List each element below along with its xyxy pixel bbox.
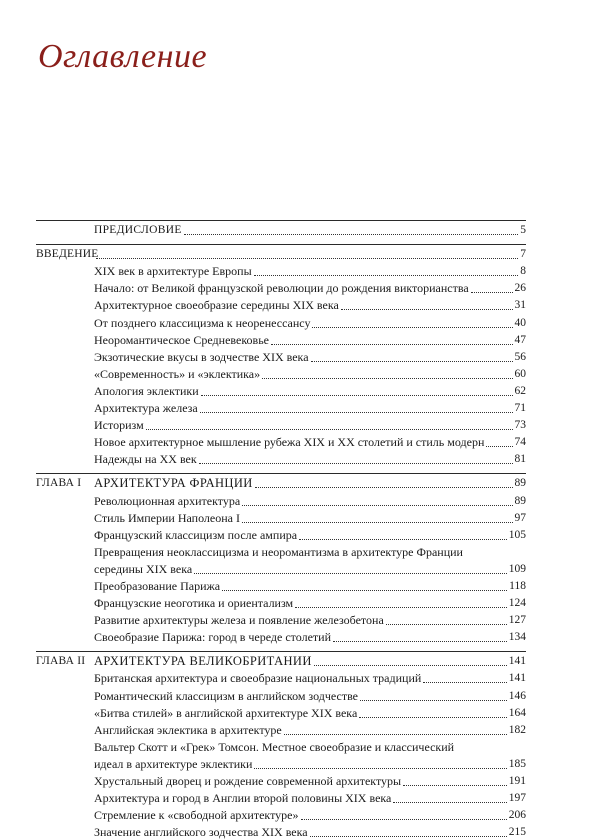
page-number: 105	[508, 528, 526, 541]
page-number: 40	[514, 316, 526, 329]
toc-entry[interactable]	[36, 652, 526, 669]
dot-leader	[255, 487, 513, 488]
page-number: 26	[514, 282, 526, 295]
page-number: 8	[520, 265, 526, 278]
toc-entry[interactable]	[36, 279, 526, 296]
entry-title: Стремление к «свободной архитектуре»	[94, 808, 299, 823]
toc-entry[interactable]	[36, 806, 526, 823]
entry-title: Надежды на XX век	[94, 452, 197, 467]
dot-leader	[194, 573, 507, 574]
entry-title: Преобразование Парижа	[94, 578, 221, 593]
entry-title: АРХИТЕКТУРА ФРАНЦИИ	[94, 476, 253, 491]
dot-leader	[295, 607, 507, 608]
table-of-contents	[36, 220, 526, 840]
toc-entry[interactable]	[36, 433, 526, 450]
toc-entry[interactable]	[36, 721, 526, 738]
entry-title: Новое архитектурное мышление рубежа XIX и XX столетий и стиль модерн	[94, 435, 485, 450]
entry-title: Апология эклектики	[94, 383, 199, 398]
page-number: 206	[508, 809, 526, 822]
page-number: 197	[508, 792, 526, 805]
toc-entry[interactable]	[36, 491, 526, 508]
entry-title: Английская эклектика в архитектуре	[94, 722, 282, 737]
page-number: 47	[514, 333, 526, 346]
dot-leader	[314, 665, 507, 666]
toc-entry[interactable]	[36, 245, 526, 262]
entry-title: Романтический классицизм в английском зодчестве	[94, 688, 359, 703]
entry-title: Значение английского зодчества XIX века	[94, 825, 308, 840]
chapter-label: ГЛАВА I	[36, 477, 82, 490]
entry-title: Архитектура и город в Англии второй половины XIX века	[94, 791, 392, 806]
entry-title: Французские неоготика и ориентализм	[94, 596, 294, 611]
toc-entry[interactable]	[36, 543, 526, 560]
toc-entry[interactable]	[36, 560, 526, 577]
dot-leader	[242, 505, 512, 506]
chapter-label: ВВЕДЕНИЕ	[36, 248, 99, 261]
entry-title: Своеобразие Парижа: город в череде столетий	[94, 630, 332, 645]
page-number: 89	[514, 494, 526, 507]
toc-entry[interactable]	[36, 262, 526, 279]
page-number: 71	[514, 402, 526, 415]
dot-leader	[200, 412, 513, 413]
page-number: 81	[514, 453, 526, 466]
entry-title: Хрустальный дворец и рождение современной архитектуры	[94, 774, 402, 788]
toc-entry[interactable]	[36, 509, 526, 526]
page-number: 185	[508, 757, 526, 770]
toc-entry[interactable]	[36, 628, 526, 645]
entry-title: Экзотические вкусы в зодчестве XIX века	[94, 349, 309, 364]
page-number: 56	[514, 350, 526, 363]
toc-entry[interactable]	[36, 399, 526, 416]
entry-title: Начало: от Великой французской революции до рождения викторианства	[94, 281, 469, 296]
toc-entry[interactable]	[36, 789, 526, 806]
toc-section	[36, 220, 526, 238]
toc-section	[36, 244, 526, 467]
page-number: 164	[508, 706, 526, 719]
toc-entry[interactable]	[36, 348, 526, 365]
entry-title: От позднего классицизма к неоренессансу	[94, 315, 311, 330]
entry-title: Британская архитектура и своеобразие национальных традиций	[94, 671, 422, 686]
dot-leader	[222, 590, 507, 591]
entry-title: АРХИТЕКТУРА ВЕЛИКОБРИТАНИИ	[94, 654, 312, 669]
toc-entry[interactable]	[36, 594, 526, 611]
dot-leader	[301, 819, 507, 820]
dot-leader	[299, 539, 507, 540]
page-number: 62	[514, 384, 526, 397]
entry-title: идеал в архитектуре эклектики	[94, 756, 253, 771]
page-number: 7	[520, 248, 526, 261]
toc-section	[36, 651, 526, 840]
entry-title: Вальтер Скотт и «Грек» Томсон. Местное своеобразие и классический	[94, 739, 455, 754]
dot-leader	[201, 395, 513, 396]
toc-entry[interactable]	[36, 577, 526, 594]
dot-leader	[146, 429, 513, 430]
page-number: 118	[509, 579, 526, 592]
entry-title: Развитие архитектуры железа и появление железобетона	[94, 613, 384, 628]
dot-leader	[386, 624, 507, 625]
page-number: 124	[508, 597, 526, 610]
toc-entry[interactable]	[36, 416, 526, 433]
page-number: 134	[508, 631, 526, 644]
toc-entry[interactable]	[36, 738, 526, 755]
dot-leader	[403, 785, 507, 786]
entry-title: Стиль Империи Наполеона I	[94, 510, 240, 525]
dot-leader	[254, 275, 519, 276]
toc-entry[interactable]	[36, 382, 526, 399]
entry-title: Архитектурное своеобразие середины XIX века	[94, 298, 339, 313]
dot-leader	[199, 463, 513, 464]
page-number: 191	[508, 775, 526, 787]
entry-title: XIX век в архитектуре Европы	[94, 264, 252, 279]
toc-entry[interactable]	[36, 313, 526, 330]
toc-entry[interactable]	[36, 669, 526, 686]
toc-entry[interactable]	[36, 331, 526, 348]
page-number: 31	[514, 299, 526, 312]
dot-leader	[284, 734, 507, 735]
dot-leader	[310, 836, 507, 837]
page-number: 215	[508, 826, 526, 839]
page-number: 141	[508, 655, 526, 668]
page-number: 97	[514, 511, 526, 524]
toc-entry[interactable]	[36, 296, 526, 313]
toc-entry[interactable]	[36, 526, 526, 543]
entry-title: Революционная архитектура	[94, 493, 241, 508]
page-number: 146	[508, 689, 526, 702]
entry-title: Превращения неоклассицизма и неоромантизма в архитектуре Франции	[94, 544, 463, 559]
entry-title: ПРЕДИСЛОВИЕ	[94, 224, 182, 237]
entry-title: Неоромантическое Средневековье	[94, 332, 270, 347]
toc-entry[interactable]	[36, 755, 526, 772]
dot-leader	[96, 258, 518, 259]
toc-entry[interactable]	[36, 365, 526, 382]
toc-entry[interactable]	[36, 704, 526, 721]
dot-leader	[271, 344, 512, 345]
toc-entry[interactable]	[36, 474, 526, 491]
page-number: 73	[514, 419, 526, 432]
dot-leader	[471, 292, 513, 293]
page-number: 182	[508, 723, 526, 736]
entry-title: Историзм	[94, 418, 144, 433]
page-number: 127	[508, 614, 526, 627]
entry-title: «Битва стилей» в английской архитектуре XIX века	[94, 705, 358, 720]
dot-leader	[254, 768, 506, 769]
toc-entry[interactable]	[36, 450, 526, 467]
toc-entry[interactable]	[36, 823, 526, 840]
page-number: 89	[514, 477, 526, 490]
page-number: 141	[508, 672, 526, 685]
page-number: 74	[514, 436, 526, 449]
dot-leader	[184, 234, 519, 235]
dot-leader	[311, 361, 513, 362]
dot-leader	[262, 378, 512, 379]
dot-leader	[393, 802, 506, 803]
entry-title: середины XIX века	[94, 561, 193, 576]
entry-title: «Современность» и «эклектика»	[94, 366, 261, 381]
dot-leader	[312, 327, 512, 328]
toc-entry[interactable]	[36, 221, 526, 238]
page-number: 109	[508, 562, 526, 575]
dot-leader	[359, 717, 506, 718]
dot-leader	[423, 682, 506, 683]
toc-entry[interactable]	[36, 611, 526, 628]
dot-leader	[486, 446, 512, 447]
toc-entry[interactable]	[36, 686, 526, 703]
page-number: 60	[514, 367, 526, 380]
dot-leader	[360, 700, 507, 701]
entry-title: Архитектура железа	[94, 401, 198, 416]
entry-title: Французский классицизм после ампира	[94, 527, 298, 542]
dot-leader	[333, 641, 507, 642]
toc-section	[36, 473, 526, 645]
page-number: 5	[520, 224, 526, 237]
chapter-label: ГЛАВА II	[36, 655, 86, 668]
dot-leader	[242, 522, 513, 523]
page-title: Оглавление	[38, 38, 208, 75]
toc-entry[interactable]	[36, 772, 526, 789]
dot-leader	[341, 309, 513, 310]
